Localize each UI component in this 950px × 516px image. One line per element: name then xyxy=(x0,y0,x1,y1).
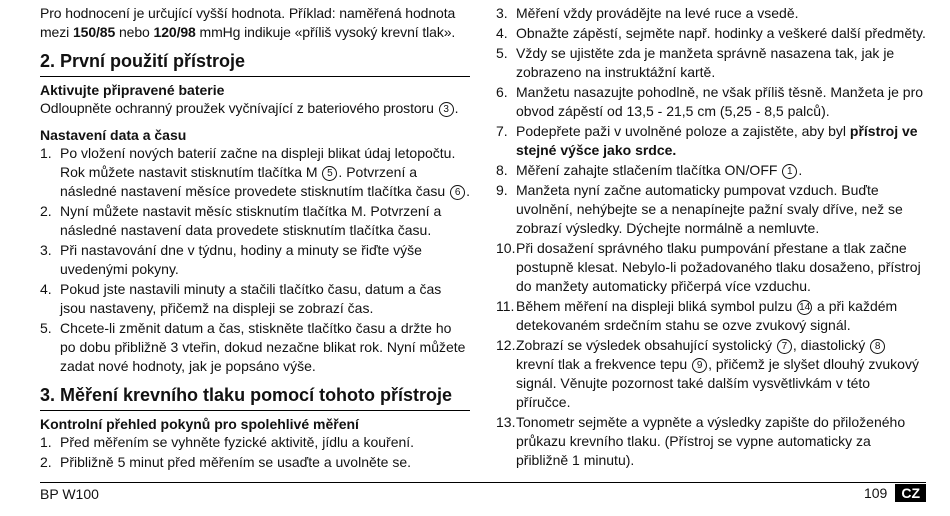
list-item: 10. Při dosažení správného tlaku pumpování přestane a tlak začne postupně klesat. Nebylo-li požadovaného tlaku dosaženo, přístroj do manžety automaticky přičerpá více vzduchu. xyxy=(496,240,921,294)
date-time-block xyxy=(40,126,470,376)
activate-batteries-title: Aktivujte připravené baterie xyxy=(40,82,225,98)
checklist-continued-list xyxy=(496,4,926,470)
ref-number-icon: 3 xyxy=(439,102,454,117)
list-item: 1. Po vložení nových baterií začne na displeji blikat údaj letopočtu. Rok můžete nastavit stisknutím tlačítka M 5 . Potvrzení a následné nastavení měsíce provedete stisknutím tlačítka času 6 . xyxy=(40,145,470,199)
left-column xyxy=(40,4,470,480)
footer-divider xyxy=(40,482,926,483)
activate-batteries-text: Odloupněte ochranný proužek vyčnívající z bateriového prostoru 3 . xyxy=(40,100,459,116)
ref-number-icon: 7 xyxy=(777,339,792,354)
ref-number-icon: 8 xyxy=(870,339,885,354)
checklist-title: Kontrolní přehled pokynů pro spolehlivé měření xyxy=(40,416,359,432)
page-number: 109 xyxy=(863,485,888,501)
right-column xyxy=(496,4,926,471)
section-2-heading: 2. První použití přístroje xyxy=(40,50,470,77)
list-item: 5. Vždy se ujistěte zda je manžeta správně nasazena tak, jak je zobrazeno na instruktážní kartě. xyxy=(496,45,895,80)
ref-number-icon: 9 xyxy=(692,358,707,373)
ref-number-icon: 14 xyxy=(799,301,811,313)
list-item: 3. Měření vždy provádějte na levé ruce a vsedě. xyxy=(496,5,799,21)
intro-value-2: 120/98 xyxy=(153,24,196,40)
list-item: 12. Zobrazí se výsledek obsahující systolický 7 , diastolický 8 krevní tlak a frekvence tepu 9 , přičemž je slyšet dlouhý zvukový signál. Věnujte pozornost také dalším vysvětlivkám v této příručce. xyxy=(496,337,919,410)
list-item: 7. Podepřete paži v uvolněné poloze a zajistěte, aby byl přístroj ve stejné výšce jako srdce. xyxy=(496,123,918,158)
list-item: 8. Měření zahajte stlačením tlačítka ON/OFF 1 . xyxy=(496,162,803,178)
ref-number-icon: 5 xyxy=(322,166,337,181)
list-item: 2. Nyní můžete nastavit měsíc stisknutím tlačítka M. Potvrzení a následné nastavení data provedete stisknutím tlačítka času. xyxy=(40,203,442,238)
intro-paragraph xyxy=(40,4,470,42)
list-item: 13. Tonometr sejměte a vypněte a výsledky zapište do přiloženého průkazu krevního tlaku. (Přístroj se vypne automaticky za přibližně 1 minutu). xyxy=(496,414,906,468)
list-item: 9. Manžeta nyní začne automaticky pumpovat vzduch. Buďte uvolnění, nehýbejte se a nenapínejte pažní svaly dříve, než se zobrazí výsledky. Dýchejte normálně a nemluvte. xyxy=(496,182,903,236)
activate-batteries-block xyxy=(40,81,470,118)
list-item: 6. Manžetu nasazujte pohodlně, ne však příliš těsně. Manžeta je pro obvod zápěstí od 13,5 - 21,5 cm (5,25 - 8,5 palců). xyxy=(496,84,924,119)
language-badge: CZ xyxy=(895,484,926,502)
ref-number-icon: 6 xyxy=(450,185,465,200)
date-time-title: Nastavení data a času xyxy=(40,127,187,143)
intro-text-2: nebo xyxy=(115,24,154,40)
footer-page xyxy=(864,484,926,502)
list-item: 3. Při nastavování dne v týdnu, hodiny a minuty se řiďte výše uvedenými pokyny. xyxy=(40,242,422,277)
footer-model: BP W100 xyxy=(40,486,99,502)
list-item: 4. Pokud jste nastavili minuty a stačili tlačítko času, datum a čas jsou nastaveny, přičemž na displeji se zobrazí čas. xyxy=(40,281,442,316)
list-item: 2. Přibližně 5 minut před měřením se usaďte a uvolněte se. xyxy=(40,454,412,470)
checklist-block xyxy=(40,415,470,472)
checklist-list xyxy=(40,433,470,472)
list-item: 1. Před měřením se vyhněte fyzické aktivitě, jídlu a kouření. xyxy=(40,434,415,450)
ref-number-icon: 1 xyxy=(782,164,797,179)
list-item: 11. Během měření na displeji bliká symbol pulzu 14 a při každém detekovaném srdečním stahu se ozve zvukový signál. xyxy=(496,298,898,333)
list-item: 5. Chcete-li změnit datum a čas, stiskněte tlačítko času a držte ho po dobu přibližně 3 vteřin, dokud nezačne blikat rok. Nyní můžete zadat nové hodnoty, jak je popsáno výše. xyxy=(40,320,466,374)
date-time-list xyxy=(40,144,470,376)
intro-text-1: Pro hodnocení je určující vyšší hodnota. Příklad: naměřená hodnota mezi xyxy=(40,5,456,40)
list-item: 4. Obnažte zápěstí, sejměte např. hodinky a veškeré další předměty. xyxy=(496,25,926,41)
intro-value-1: 150/85 xyxy=(72,24,116,40)
section-3-heading: 3. Měření krevního tlaku pomocí tohoto přístroje xyxy=(40,384,470,411)
intro-text-3: mmHg indikuje «příliš vysoký krevní tlak». xyxy=(195,24,456,40)
